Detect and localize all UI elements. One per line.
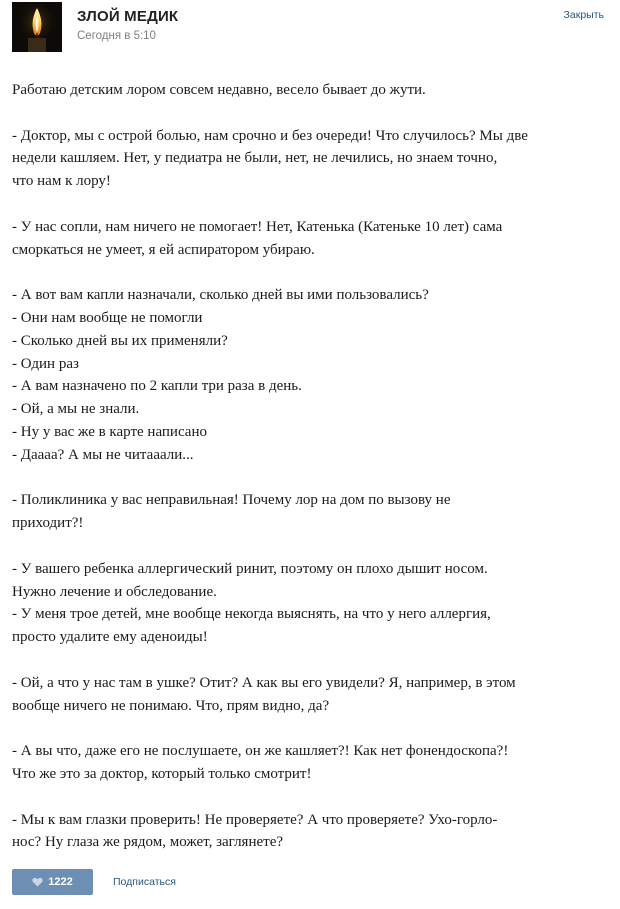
post-text-line: что нам к лору!	[12, 173, 111, 190]
post-text-line: - Ну у вас же в карте написано	[12, 423, 207, 440]
post-text-line: Нужно лечение и обследование.	[12, 583, 217, 600]
post-text-line: - У нас сопли, нам ничего не помогает! Нет, Катенька (Катеньке 10 лет) сама	[12, 218, 503, 235]
post-text-line: - Сколько дней вы их применяли?	[12, 332, 228, 349]
subscribe-link[interactable]: Подписаться	[113, 876, 176, 888]
post-text-line: - Доктор, мы с острой болью, нам срочно и без очереди! Что случилось? Мы две	[12, 127, 528, 144]
close-link[interactable]: Закрыть	[563, 9, 604, 21]
post-text-line: - Даааа? А мы не читааали...	[12, 446, 194, 463]
post-text-line: - У меня трое детей, мне вообще некогда выяснять, на что у него аллергия,	[12, 606, 491, 623]
paragraph-gap	[12, 467, 612, 490]
post-footer	[12, 869, 608, 895]
post-text-line: - А вы что, даже его не послушаете, он же кашляет?! Как нет фонендоскопа?!	[12, 743, 509, 760]
post-text-line: - Поликлиника у вас неправильная! Почему лор на дом по вызову не	[12, 492, 451, 509]
post-date[interactable]: Сегодня в 5:10	[77, 30, 156, 42]
post-text-line: Работаю детским лором совсем недавно, весело бывает до жути.	[12, 82, 426, 98]
post-text-line: нос? Ну глаза же рядом, может, заглянете?	[12, 834, 284, 851]
post-text-line: Что же это за доктор, который только смотрит!	[12, 765, 312, 782]
avatar[interactable]	[12, 2, 62, 52]
post-text-line: недели кашляем. Нет, у педиатра не были, нет, не лечились, но знаем точно,	[12, 150, 498, 167]
paragraph-gap	[12, 261, 612, 284]
paragraph-gap	[12, 535, 612, 558]
paragraph-gap	[12, 102, 612, 125]
post-text-line: вообще ничего не понимаю. Что, прям видно, да?	[12, 697, 330, 714]
post-text-line: - Ой, а что у нас там в ушке? Отит? А как вы его увидели? Я, например, в этом	[12, 674, 516, 691]
post-text-line: приходит?!	[12, 515, 84, 532]
post-text-line: сморкаться не умеет, я ей аспиратором убираю.	[12, 241, 315, 258]
post-text-line: - Мы к вам глазки проверить! Не проверяете? А что проверяете? Ухо-горло-	[12, 811, 498, 828]
candle-flame-icon	[12, 2, 62, 52]
heart-icon	[32, 877, 43, 887]
post-text-line: - У вашего ребенка аллергический ринит, поэтому он плохо дышит носом.	[12, 560, 488, 577]
paragraph-gap	[12, 193, 612, 216]
post-text	[12, 79, 612, 854]
post-header	[12, 2, 608, 52]
paragraph-gap	[12, 649, 612, 672]
post-text-line: - Ой, а мы не знали.	[12, 401, 140, 418]
post-text-line: - Один раз	[12, 355, 79, 372]
author-name[interactable]: ЗЛОЙ МЕДИК	[77, 8, 179, 25]
post-text-line: - А вот вам капли назначали, сколько дней вы ими пользовались?	[12, 287, 429, 304]
post-text-line: просто удалите ему аденоиды!	[12, 629, 208, 646]
like-count: 1222	[48, 876, 73, 888]
post-text-line: - А вам назначено по 2 капли три раза в день.	[12, 378, 302, 395]
paragraph-gap	[12, 786, 612, 809]
post-text-line: - Они нам вообще не помогли	[12, 309, 203, 326]
paragraph-gap	[12, 717, 612, 740]
like-button[interactable]	[12, 869, 93, 895]
